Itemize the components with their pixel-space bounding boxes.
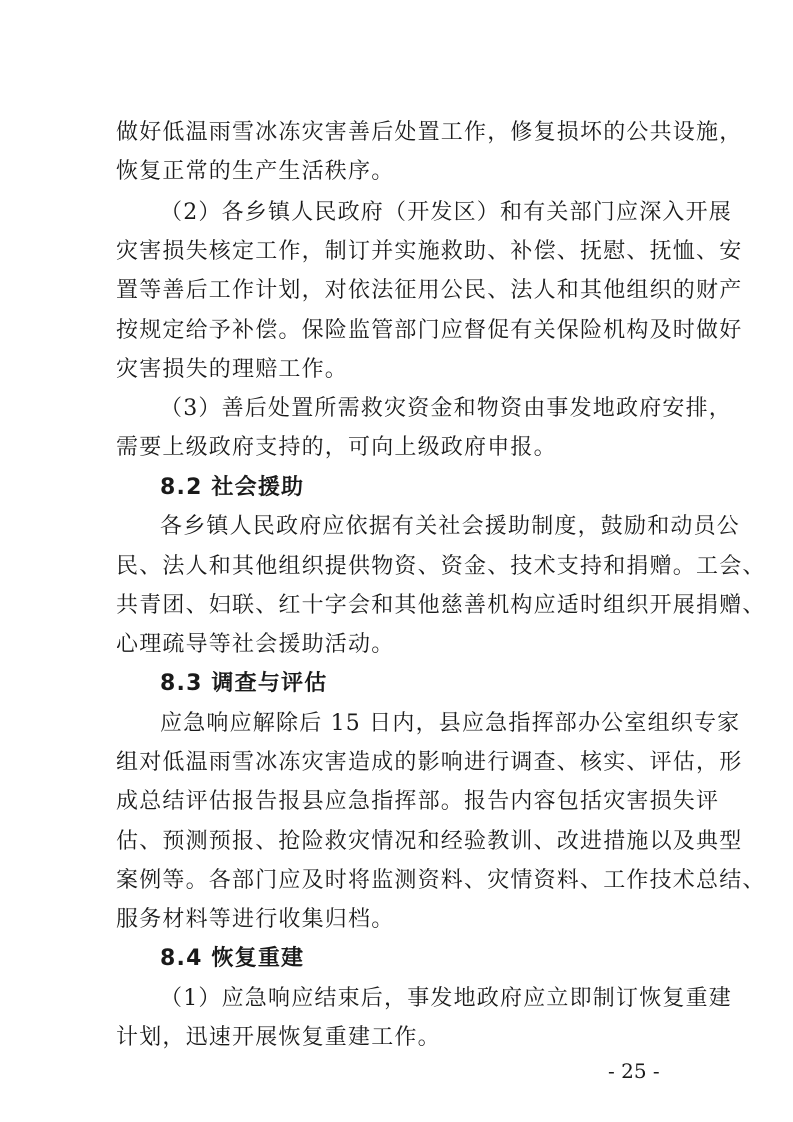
body-text-line: （1）应急响应结束后，事发地政府应立即制订恢复重建 bbox=[160, 986, 732, 1011]
body-text-line: 服务材料等进行收集归档。 bbox=[116, 907, 395, 932]
body-text-line: 民、法人和其他组织提供物资、资金、技术支持和捐赠。工会、 bbox=[116, 554, 766, 579]
body-text-line: （2）各乡镇人民政府（开发区）和有关部门应深入开展 bbox=[160, 200, 732, 225]
body-text-line: 计划，迅速开展恢复重建工作。 bbox=[116, 1025, 441, 1050]
body-text-line: 需要上级政府支持的，可向上级政府申报。 bbox=[116, 435, 557, 460]
body-text-line: 各乡镇人民政府应依据有关社会援助制度，鼓励和动员公 bbox=[160, 514, 741, 539]
body-text-line: 做好低温雨雪冰冻灾害善后处置工作，修复损坏的公共设施， bbox=[116, 120, 743, 145]
body-text-line: 应急响应解除后 15 日内，县应急指挥部办公室组织专家 bbox=[160, 711, 741, 736]
body-text-line: 成总结评估报告报县应急指挥部。报告内容包括灾害损失评 bbox=[116, 789, 720, 814]
section-heading-8-2: 8.2 社会援助 bbox=[160, 475, 305, 500]
body-text-line: 置等善后工作计划，对依法征用公民、法人和其他组织的财产 bbox=[116, 278, 743, 303]
body-text-line: 估、预测预报、抢险救灾情况和经验教训、改进措施以及典型 bbox=[116, 829, 743, 854]
body-text-line: 灾害损失的理赔工作。 bbox=[116, 357, 349, 382]
body-text-line: 共青团、妇联、红十字会和其他慈善机构应适时组织开展捐赠、 bbox=[116, 593, 766, 618]
body-text-line: 案例等。各部门应及时将监测资料、灾情资料、工作技术总结、 bbox=[116, 868, 766, 893]
body-text-line: 恢复正常的生产生活秩序。 bbox=[116, 159, 395, 184]
page-number: - 25 - bbox=[608, 1059, 660, 1083]
body-text-line: 组对低温雨雪冰冻灾害造成的影响进行调查、核实、评估，形 bbox=[116, 750, 743, 775]
body-text-line: 按规定给予补偿。保险监管部门应督促有关保险机构及时做好 bbox=[116, 318, 743, 343]
body-text-line: 心理疏导等社会援助活动。 bbox=[116, 632, 395, 657]
body-text-line: 灾害损失核定工作，制订并实施救助、补偿、抚慰、抚恤、安 bbox=[116, 239, 743, 264]
section-heading-8-3: 8.3 调查与评估 bbox=[160, 671, 328, 696]
body-text-line: （3）善后处置所需救灾资金和物资由事发地政府安排， bbox=[160, 396, 732, 421]
section-heading-8-4: 8.4 恢复重建 bbox=[160, 946, 305, 971]
